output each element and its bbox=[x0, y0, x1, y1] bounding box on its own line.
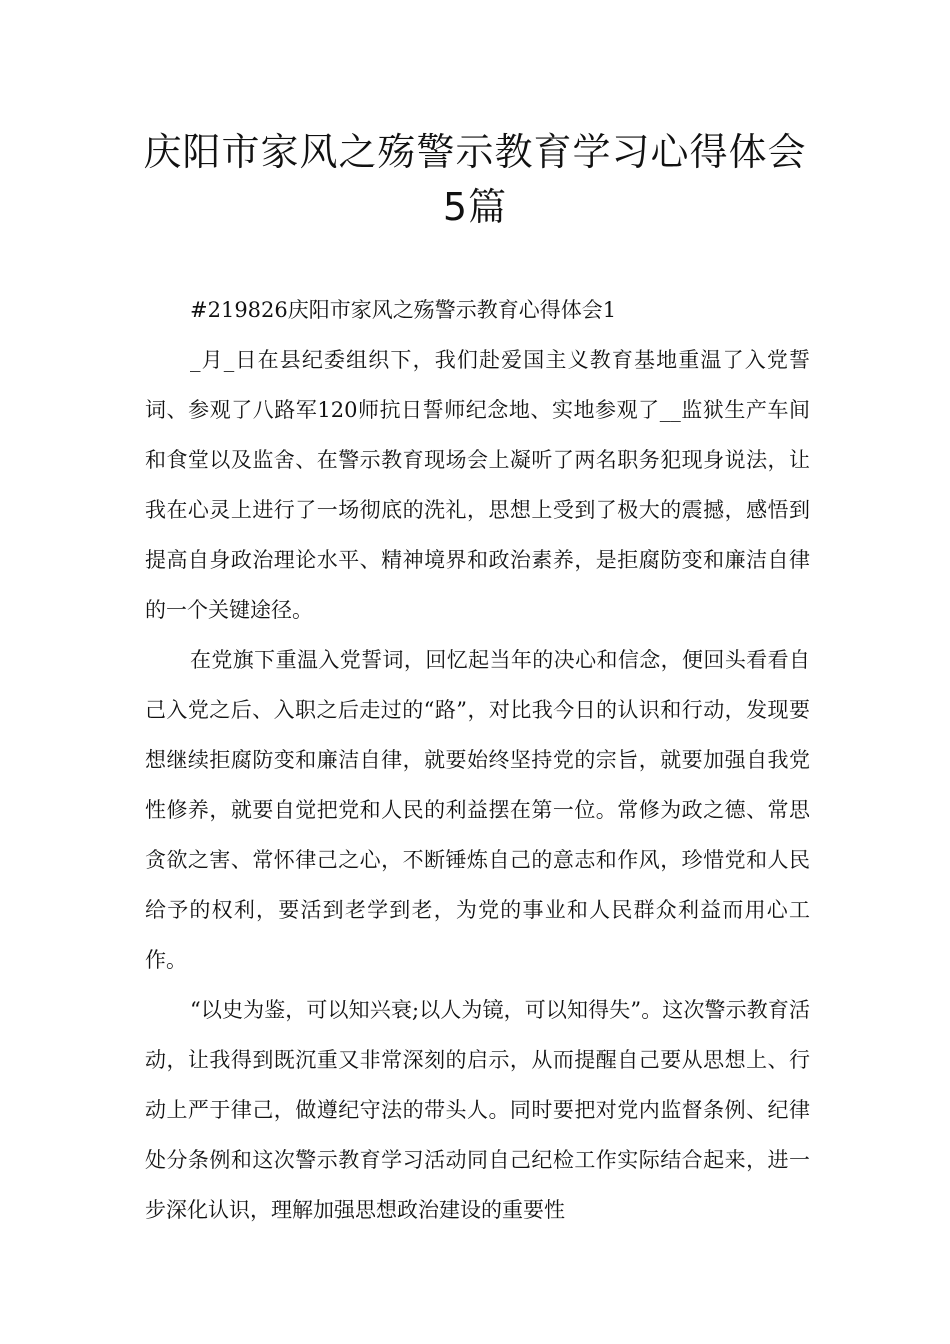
title-line-2: 5篇 bbox=[442, 185, 508, 229]
paragraph-3: “以史为鉴，可以知兴衰;以人为镜，可以知得失”。这次警示教育活动，让我得到既沉重又非常深刻的启示，从而提醒自己要从思想上、行动上严于律己，做遵纪守法的带头人。同时要把对党内监督条例、纪律处分条例和这次警示教育学习活动同自己纪检工作实际结合起来，进一步深化认识，理解加强思想政治建设的重要性 bbox=[145, 998, 810, 1222]
paragraph-1: _月_日在县纪委组织下，我们赴爱国主义教育基地重温了入党誓词、参观了八路军120师抗日誓师纪念地、实地参观了__监狱生产车间和食堂以及监舍、在警示教育现场会上凝听了两名职务犯现身说法，让我在心灵上进行了一场彻底的洗礼，思想上受到了极大的震撼，感悟到提高自身政治理论水平、精神境界和政治素养，是拒腐防变和廉洁自律的一个关键途径。 bbox=[145, 348, 810, 622]
paragraph-heading: #219826庆阳市家风之殇警示教育心得体会1 bbox=[190, 298, 617, 322]
document-body bbox=[145, 285, 810, 1235]
document-title bbox=[100, 125, 850, 235]
paragraph-2: 在党旗下重温入党誓词，回忆起当年的决心和信念，便回头看看自己入党之后、入职之后走过的“路”，对比我今日的认识和行动，发现要想继续拒腐防变和廉洁自律，就要始终坚持党的宗旨，就要加强自我党性修养，就要自觉把党和人民的利益摆在第一位。常修为政之德、常思贪欲之害、常怀律己之心，不断锤炼自己的意志和作风，珍惜党和人民给予的权利，要活到老学到老，为党的事业和人民群众利益而用心工作。 bbox=[145, 648, 810, 972]
title-line-1: 庆阳市家风之殇警示教育学习心得体会 bbox=[143, 130, 807, 174]
